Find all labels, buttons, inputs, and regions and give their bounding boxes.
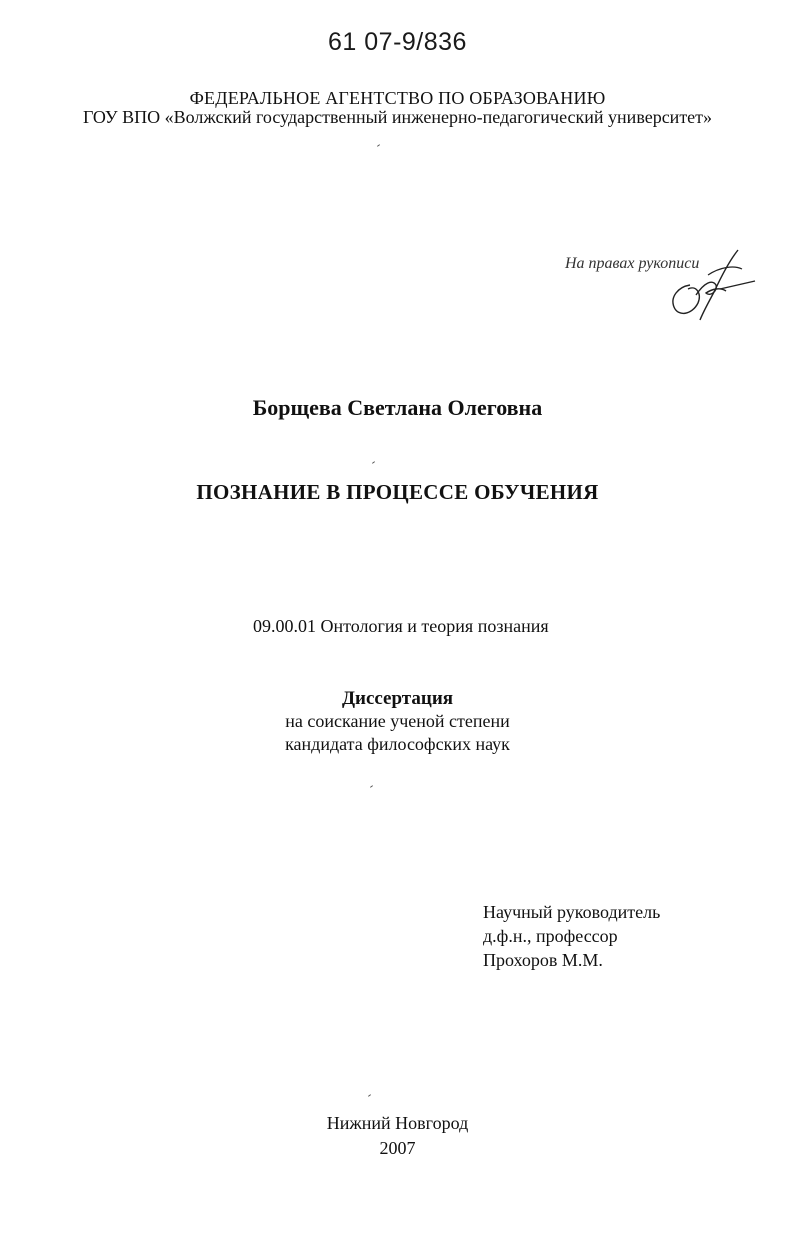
year: 2007 <box>379 1138 416 1158</box>
supervisor-role: Научный руководитель <box>483 902 661 922</box>
scan-speck <box>372 461 375 464</box>
supervisor-block <box>483 900 660 972</box>
scan-speck <box>377 144 380 147</box>
scan-speck <box>370 785 373 788</box>
specialty-code: 09.00.01 Онтология и теория познания <box>253 616 549 636</box>
dissertation-block <box>0 687 795 756</box>
degree-line-1: на соискание ученой степени <box>285 711 510 731</box>
city: Нижний Новгород <box>326 1113 469 1133</box>
scan-speck <box>368 1094 371 1097</box>
supervisor-degree: д.ф.н., профессор <box>483 926 618 946</box>
dissertation-label: Диссертация <box>341 688 454 709</box>
author-name: Борщева Светлана Олеговна <box>252 395 543 420</box>
degree-line-2: кандидата философских наук <box>285 734 510 754</box>
place-year-block <box>0 1111 795 1161</box>
signature-icon <box>660 245 760 325</box>
rights-note: На правах рукописи <box>565 255 700 272</box>
supervisor-name: Прохоров М.М. <box>483 950 603 970</box>
reference-number: 61 07-9/836 <box>328 28 467 56</box>
dissertation-title: ПОЗНАНИЕ В ПРОЦЕССЕ ОБУЧЕНИЯ <box>196 480 599 504</box>
agency-name: ФЕДЕРАЛЬНОЕ АГЕНТСТВО ПО ОБРАЗОВАНИЮ <box>189 88 606 108</box>
university-name: ГОУ ВПО «Волжский государственный инженерно-педагогический университет» <box>82 107 713 127</box>
